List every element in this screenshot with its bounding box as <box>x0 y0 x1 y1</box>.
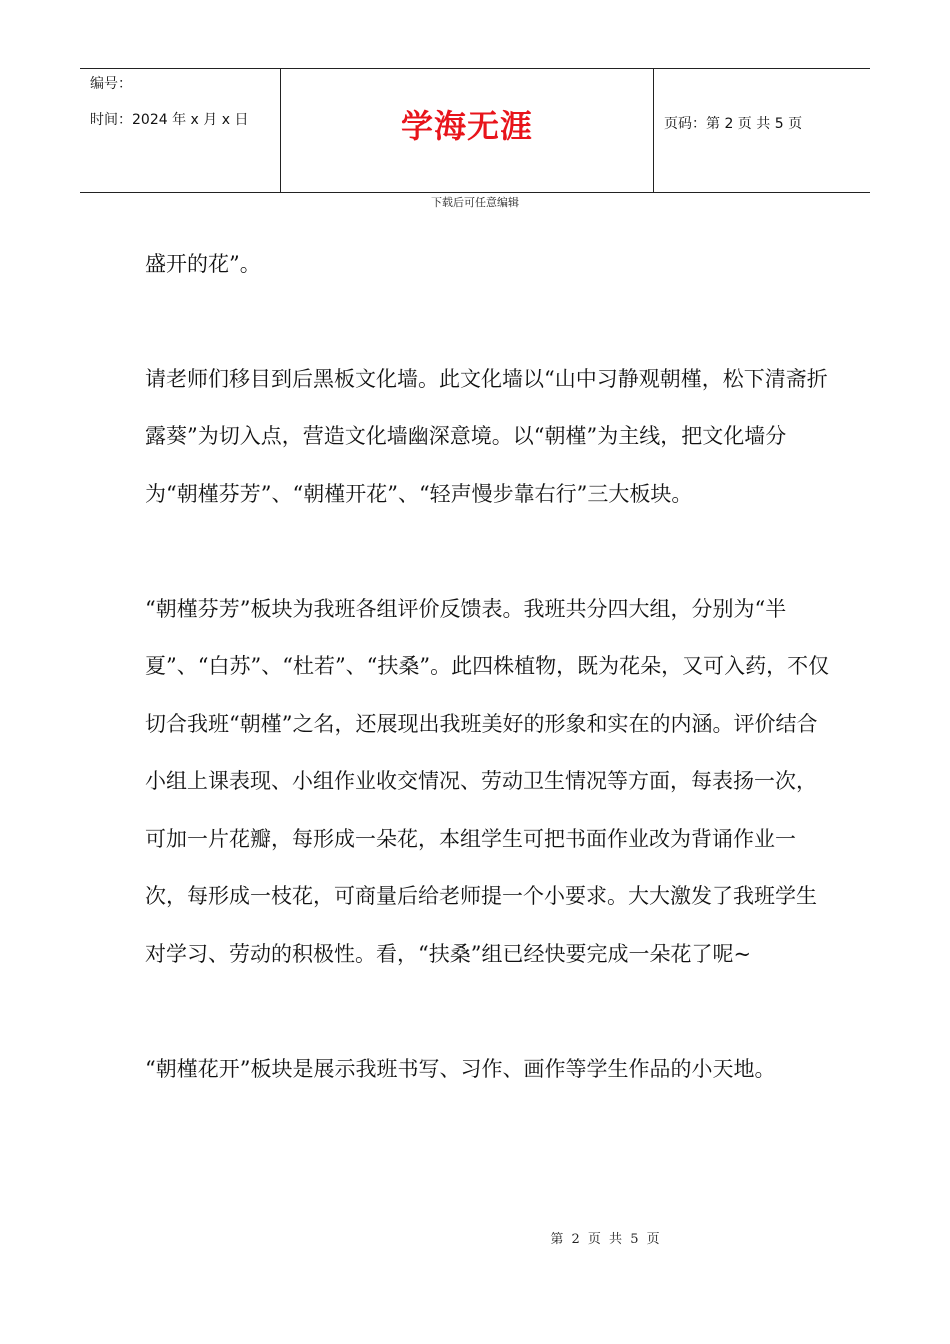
header-page-cell <box>654 69 870 192</box>
document-time-label: 时间：2024 年 x 月 x 日 <box>90 112 249 128</box>
paragraph: “朝槿芬芳”板块为我班各组评价反馈表。我班共分四大组，分别为“半夏”、“白苏”、“杜若”、“扶桑”。此四株植物，既为花朵，又可入药，不仅切合我班“朝槿”之名，还展现出我班美好的形象和实在的内涵。评价结合小组上课表现、小组作业收交情况、劳动卫生情况等方面，每表扬一次，可加一片花瓣，每形成一朵花，本组学生可把书面作业改为背诵作业一次，每形成一枝花，可商量后给老师提一个小要求。大大激发了我班学生对学习、劳动的积极性。看，“扶桑”组已经快要完成一朵花了呢~ <box>145 596 830 966</box>
brand-title: 学海无涯 <box>400 107 533 145</box>
document-body <box>145 236 835 1156</box>
paragraph: 盛开的花”。 <box>145 252 261 276</box>
paragraph: “朝槿花开”板块是展示我班书写、习作、画作等学生作品的小天地。 <box>145 1056 776 1081</box>
header-meta-cell <box>80 69 281 192</box>
page-footer: 第 2 页 共 5 页 <box>550 1232 660 1247</box>
download-note: 下载后可任意编辑 <box>431 196 519 209</box>
header-brand-cell <box>281 69 654 192</box>
paragraph: 请老师们移目到后黑板文化墙。此文化墙以“山中习静观朝槿，松下清斋折露葵”为切入点，营造文化墙幽深意境。以“朝槿”为主线，把文化墙分为“朝槿芬芳”、“朝槿开花”、“轻声慢步靠右行”三大板块。 <box>145 366 828 506</box>
document-number-label: 编号： <box>90 76 132 92</box>
document-header <box>80 68 870 193</box>
page-code-label: 页码：第 2 页 共 5 页 <box>664 116 803 132</box>
